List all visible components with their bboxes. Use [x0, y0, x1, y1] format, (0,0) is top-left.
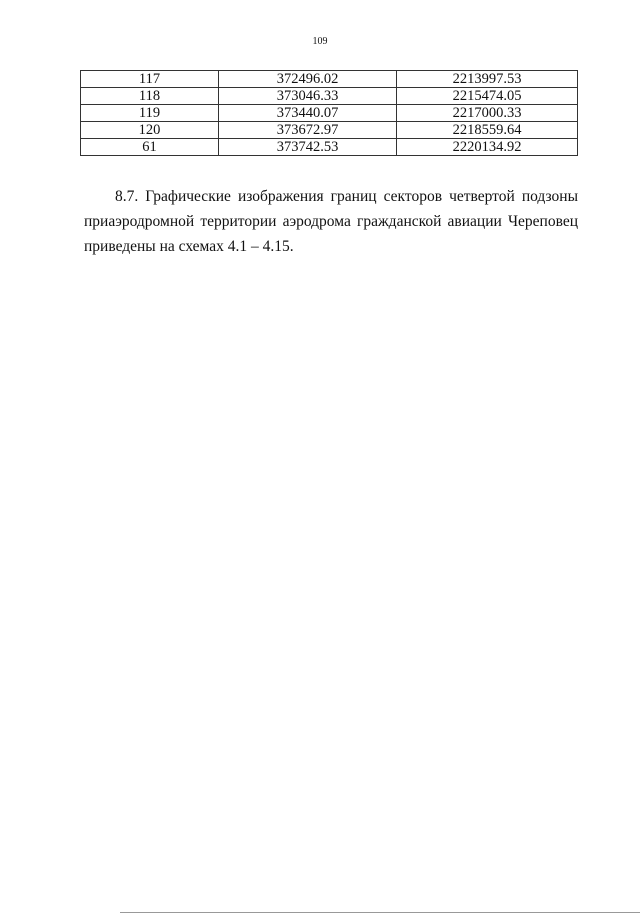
table-row [81, 139, 578, 156]
table-row [81, 122, 578, 139]
x-coordinate: 372496.02 [219, 71, 397, 88]
y-coordinate: 2213997.53 [397, 71, 578, 88]
paragraph-8-7 [84, 184, 578, 259]
y-coordinate: 2218559.64 [397, 122, 578, 139]
x-coordinate: 373046.33 [219, 88, 397, 105]
paragraph-text: 8.7. Графические изображения границ секторов четвертой подзоны приаэродромной территории аэродрома гражданской авиации Череповец приведены на схемах 4.1 – 4.15. [84, 188, 578, 255]
point-number: 118 [81, 88, 219, 105]
coordinates-table [80, 70, 578, 156]
y-coordinate: 2215474.05 [397, 88, 578, 105]
x-coordinate: 373742.53 [219, 139, 397, 156]
table-row [81, 71, 578, 88]
point-number: 61 [81, 139, 219, 156]
table-row [81, 105, 578, 122]
y-coordinate: 2220134.92 [397, 139, 578, 156]
point-number: 120 [81, 122, 219, 139]
point-number: 119 [81, 105, 219, 122]
x-coordinate: 373440.07 [219, 105, 397, 122]
x-coordinate: 373672.97 [219, 122, 397, 139]
point-number: 117 [81, 71, 219, 88]
scan-edge-line [120, 912, 640, 913]
table-row [81, 88, 578, 105]
y-coordinate: 2217000.33 [397, 105, 578, 122]
page-number: 109 [312, 36, 328, 47]
